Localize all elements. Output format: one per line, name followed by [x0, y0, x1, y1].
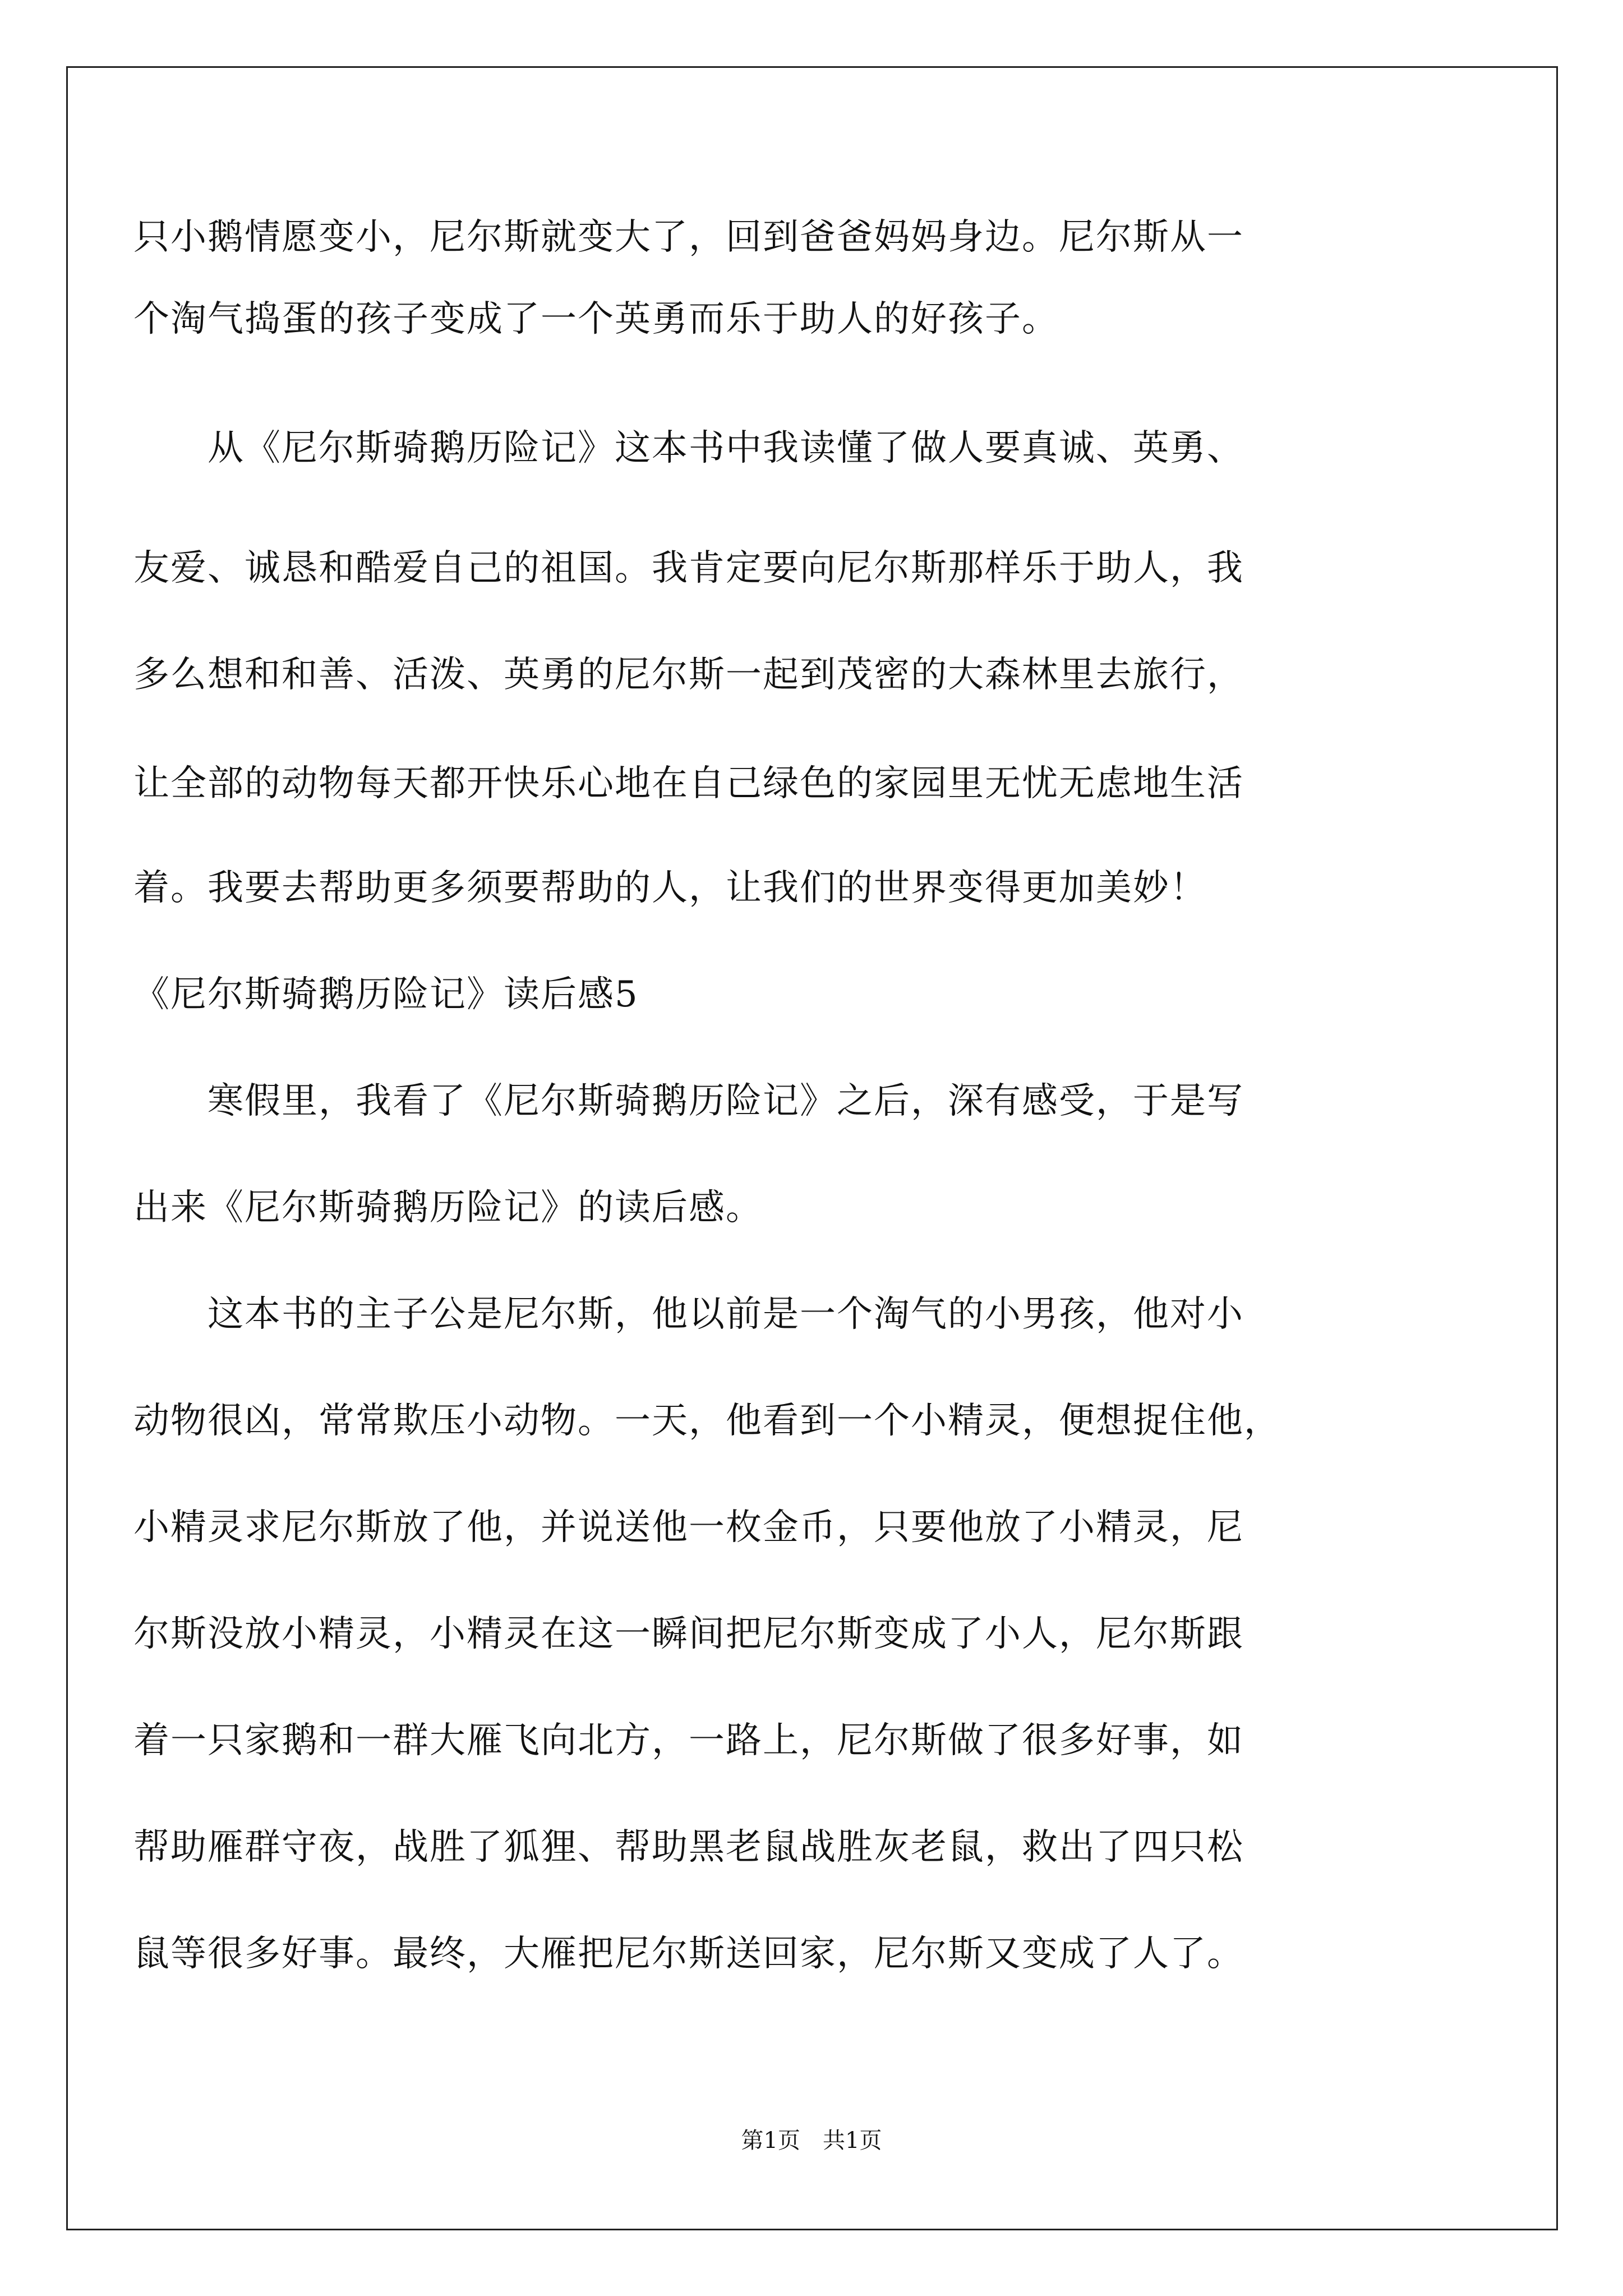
- paragraph-line: 友爱、诚恳和酷爱自己的祖国。我肯定要向尼尔斯那样乐于助人，我: [133, 547, 1244, 589]
- section-heading: 《尼尔斯骑鹅历险记》读后感5: [133, 974, 639, 1015]
- paragraph-line: 寒假里，我看了《尼尔斯骑鹅历险记》之后，深有感受，于是写: [133, 1080, 1244, 1122]
- paragraph-line: 只小鹅情愿变小，尼尔斯就变大了，回到爸爸妈妈身边。尼尔斯从一: [133, 217, 1244, 258]
- paragraph-line: 让全部的动物每天都开快乐心地在自己绿色的家园里无忧无虑地生活: [133, 763, 1244, 804]
- paragraph-line: 出来《尼尔斯骑鹅历险记》的读后感。: [133, 1187, 763, 1228]
- paragraph-line: 着。我要去帮助更多须要帮助的人，让我们的世界变得更加美妙！: [133, 867, 1207, 909]
- paragraph-line: 小精灵求尼尔斯放了他，并说送他一枚金币，只要他放了小精灵，尼: [133, 1507, 1244, 1548]
- paragraph-line: 多么想和和善、活泼、英勇的尼尔斯一起到茂密的大森林里去旅行，: [133, 654, 1244, 696]
- paragraph-line: 个淘气捣蛋的孩子变成了一个英勇而乐于助人的好孩子。: [133, 298, 1059, 340]
- paragraph-line: 鼠等很多好事。最终，大雁把尼尔斯送回家，尼尔斯又变成了人了。: [133, 1933, 1244, 1975]
- paragraph-line: 从《尼尔斯骑鹅历险记》这本书中我读懂了做人要真诚、英勇、: [133, 427, 1244, 469]
- paragraph-line: 动物很凶，常常欺压小动物。一天，他看到一个小精灵，便想捉住他，: [133, 1400, 1281, 1442]
- paragraph-line: 着一只家鹅和一群大雁飞向北方，一路上，尼尔斯做了很多好事，如: [133, 1720, 1244, 1761]
- page-border: [66, 66, 1558, 2230]
- page-footer: 第1页 共1页: [741, 2128, 882, 2154]
- paragraph-line: 帮助雁群守夜，战胜了狐狸、帮助黑老鼠战胜灰老鼠，救出了四只松: [133, 1826, 1244, 1868]
- paragraph-line: 尔斯没放小精灵，小精灵在这一瞬间把尼尔斯变成了小人，尼尔斯跟: [133, 1613, 1244, 1655]
- paragraph-line: 这本书的主子公是尼尔斯，他以前是一个淘气的小男孩，他对小: [133, 1294, 1244, 1335]
